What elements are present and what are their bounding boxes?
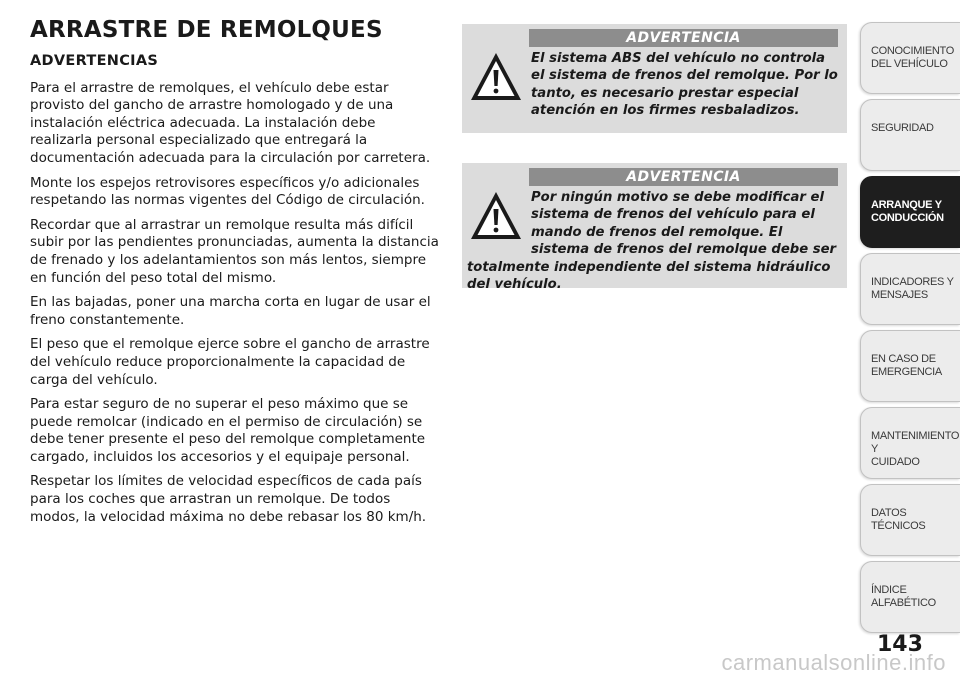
warning-header: ADVERTENCIA <box>529 29 838 47</box>
tab-label: ARRANQUE Y <box>871 199 942 211</box>
paragraph: En las bajadas, poner una marcha corta en lugar de usar el freno constantemente. <box>30 294 431 328</box>
tab-label: EMERGENCIA <box>871 366 942 378</box>
warning-triangle-icon <box>469 51 523 103</box>
tab-label: MANTENIMIENTO Y <box>871 430 960 455</box>
paragraph: Recordar que al arrastrar un remolque resulta más difícil subir por las pendientes pronunciadas, aumenta la distancia de frenado y los adelantamientos son más lentos, siempre en función del peso total del mismo. <box>30 216 439 286</box>
tab-label: CONDUCCIÓN <box>871 212 944 224</box>
warning-text: Por ningún motivo se debe modificar el sistema de frenos del vehículo para el mando de frenos del remolque. El sistema de frenos del remolque debe ser totalmente independiente del sistema hidráulico del vehículo. <box>467 190 837 293</box>
tab-arranque-y-conduccion[interactable] <box>860 176 960 248</box>
tab-indicadores-y-mensajes[interactable] <box>860 253 960 325</box>
tab-datos-tecnicos[interactable] <box>860 484 960 556</box>
warning-header: ADVERTENCIA <box>529 168 838 186</box>
warning-box-brakes <box>462 163 847 293</box>
tab-label: ÍNDICE ALFABÉTICO <box>871 584 936 609</box>
tab-conocimiento-del-vehiculo[interactable] <box>860 22 960 94</box>
warning-triangle-icon <box>469 190 523 242</box>
paragraph: Para el arrastre de remolques, el vehículo debe estar provisto del gancho de arrastre homologado y de una instalación eléctrica adecuada. La instalación debe realizarla personal especializado que entregará la documentación adecuada para la circulación por carretera. <box>30 79 431 166</box>
tab-label: DEL VEHÍCULO <box>871 58 948 70</box>
warning-box-abs <box>462 24 847 133</box>
paragraph: Para estar seguro de no superar el peso máximo que se puede remolcar (indicado en el permiso de circulación) se debe tener presente el peso del remolque completamente cargado, incluidos los accesorios y el equipaje personal. <box>30 396 426 465</box>
tab-label: INDICADORES Y <box>871 276 954 288</box>
tab-indice-alfabetico[interactable] <box>860 561 960 633</box>
watermark: carmanualsonline.info <box>721 650 946 675</box>
paragraph: Respetar los límites de velocidad específicos de cada país para los coches que arrastran un remolque. De todos modos, la velocidad máxima no debe rebasar los 80 km/h. <box>30 473 427 525</box>
tab-label: EN CASO DE <box>871 353 936 365</box>
paragraph: Monte los espejos retrovisores específicos y/o adicionales respetando las normas vigentes del Código de circulación. <box>30 174 425 209</box>
tab-label: SEGURIDAD <box>871 122 934 134</box>
tab-mantenimiento-y-cuidado[interactable] <box>860 407 960 479</box>
tab-label: CONOCIMIENTO <box>871 45 954 57</box>
warning-text: El sistema ABS del vehículo no controla el sistema de frenos del remolque. Por lo tanto, es necesario prestar especial atención en los firmes resbaladizos. <box>531 51 838 119</box>
chapter-tabs <box>860 22 960 638</box>
tab-label: DATOS TÉCNICOS <box>871 507 926 532</box>
tab-en-caso-de-emergencia[interactable] <box>860 330 960 402</box>
tab-seguridad[interactable] <box>860 99 960 171</box>
paragraph: El peso que el remolque ejerce sobre el gancho de arrastre del vehículo reduce proporcionalmente la capacidad de carga del vehículo. <box>30 336 430 388</box>
section-heading: ADVERTENCIAS <box>30 53 159 69</box>
page-title: ARRASTRE DE REMOLQUES <box>30 17 383 43</box>
page-number: 143 <box>877 632 923 657</box>
tab-label: MENSAJES <box>871 289 928 301</box>
tab-label: CUIDADO <box>871 456 920 468</box>
main-text-column <box>30 53 440 533</box>
